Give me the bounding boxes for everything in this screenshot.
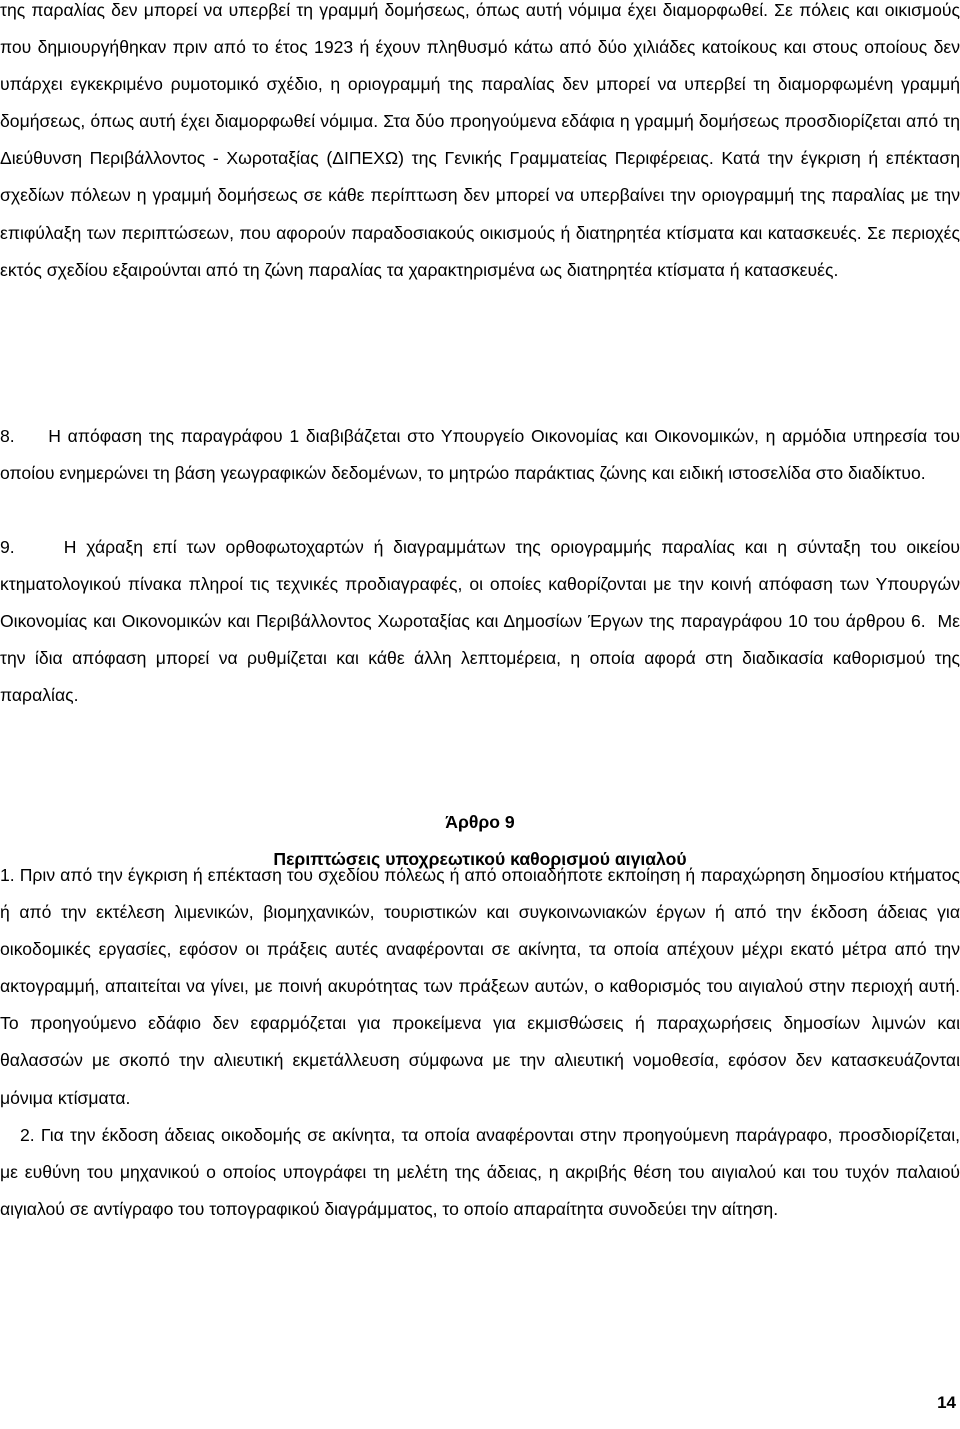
paragraph-item-9 <box>0 529 960 714</box>
paragraph-text: 8. Η απόφαση της παραγράφου 1 διαβιβάζεται στο Υπουργείο Οικονομίας και Οικονομικών, η αρμόδια υπηρεσία του οποίου ενημερώνει τη βάση γεωγραφικών δεδομένων, το μητρώο παράκτιας ζώνης και ειδική ιστοσελίδα στο διαδίκτυο. <box>0 426 960 484</box>
paragraph-text: της παραλίας δεν μπορεί να υπερβεί τη γραμμή δομήσεως, όπως αυτή νόμιμα έχει διαμορφωθεί. Σε πόλεις και οικισμούς που δημιουργήθηκαν πριν από το έτος 1923 ή έχουν πληθυσμό κάτω από δύο χιλιάδες κατοίκους και στους οποίους δεν υπάρχει εγκεκριμένο ρυμοτομικό σχέδιο, η οριογραμμή της παραλίας δεν μπορεί να υπερβεί τη διαμορφωμένη γραμμή δομήσεως, όπως αυτή έχει διαμορφωθεί νόμιμα. Στα δύο προηγούμενα εδάφια η γραμμή δομήσεως προσδιορίζεται από τη Διεύθυνση Περιβάλλοντος - Χωροταξίας (ΔΙΠΕΧΩ) της Γενικής Γραμματείας Περιφέρειας. Κατά την έγκριση ή επέκταση σχεδίων πόλεων η γραμμή δομήσεως σε κάθε περίπτωση δεν μπορεί να υπερβαίνει την οριογραμμή της παραλίας με την επιφύλαξη των περιπτώσεων, που αφορούν παραδοσιακούς οικισμούς ή διατηρητέα κτίσματα και κατασκευές. Σε περιοχές εκτός σχεδίου εξαιρούνται από τη ζώνη παραλίας τα χαρακτηρισμένα ως διατηρητέα κτίσματα ή κατασκευές. <box>0 0 960 280</box>
article-number-heading: Άρθρο 9 <box>445 812 515 832</box>
paragraph-text: 9. Η χάραξη επί των ορθοφωτοχαρτών ή διαγραμμάτων της οριογραμμής παραλίας και η σύνταξη του οικείου κτηματολογικού πίνακα πληροί τις τεχνικές προδιαγραφές, οι οποίες καθορίζονται με την κοινή απόφαση των Υπουργών Οικονομίας και Οικονομικών και Περιβάλλοντος Χωροταξίας και Δημοσίων Έργων της παραγράφου 10 του άρθρου 6. Με την ίδια απόφαση μπορεί να ρυθμίζεται και κάθε άλλη λεπτομέρεια, η οποία αφορά στη διαδικασία καθορισμού της παραλίας. <box>0 537 960 706</box>
article-9-paragraph-2: 2. Για την έκδοση άδειας οικοδομής σε ακίνητα, τα οποία αναφέρονται στην προηγούμενη παράγραφο, προσδιορίζεται, με ευθύνη του μηχανικού ο οποίος υπογράφει τη μελέτη της άδειας, η ακριβής θέση του αιγιαλού και του τυχόν παλαιού αιγιαλού σε αντίγραφο του τοπογραφικού διαγράμματος, το οποίο απαραίτητα συνοδεύει την αίτηση. <box>0 1124 960 1219</box>
body-paragraph-continuation <box>0 0 960 289</box>
article-9-body <box>0 857 960 1228</box>
page-number: 14 <box>937 1393 956 1412</box>
article-9-paragraph-1: 1. Πριν από την έγκριση ή επέκταση του σχεδίου πόλεως ή από οποιαδήποτε εκποίηση ή παραχώρηση δημοσίου κτήματος ή από την εκτέλεση λιμενικών, βιομηχανικών, τουριστικών και συγκοινωνιακών έργων ή από την έκδοση άδειας για οικοδομικές εργασίες, εφόσον οι πράξεις αυτές αναφέρονται σε ακίνητα, τα οποία απέχουν μέχρι εκατό μέτρα από την ακτογραμμή, απαιτείται να γίνει, με ποινή ακυρότητας των πράξεων αυτών, ο καθορισμός του αιγιαλού στην περιοχή αυτή. Το προηγούμενο εδάφιο δεν εφαρμόζεται για προκείμενα για εκμισθώσεις ή παραχωρήσεις δημοσίων λιμνών και θαλασσών με σκοπό την αλιευτική εκμετάλλευση σύμφωνα με την αλιευτική νομοθεσία, εφόσον δεν κατασκευάζονται μόνιμα κτίσματα. <box>0 865 960 1108</box>
article-title-heading: Περιπτώσεις υποχρεωτικού καθορισμού αιγιαλού <box>273 849 687 869</box>
paragraph-item-8 <box>0 418 960 492</box>
